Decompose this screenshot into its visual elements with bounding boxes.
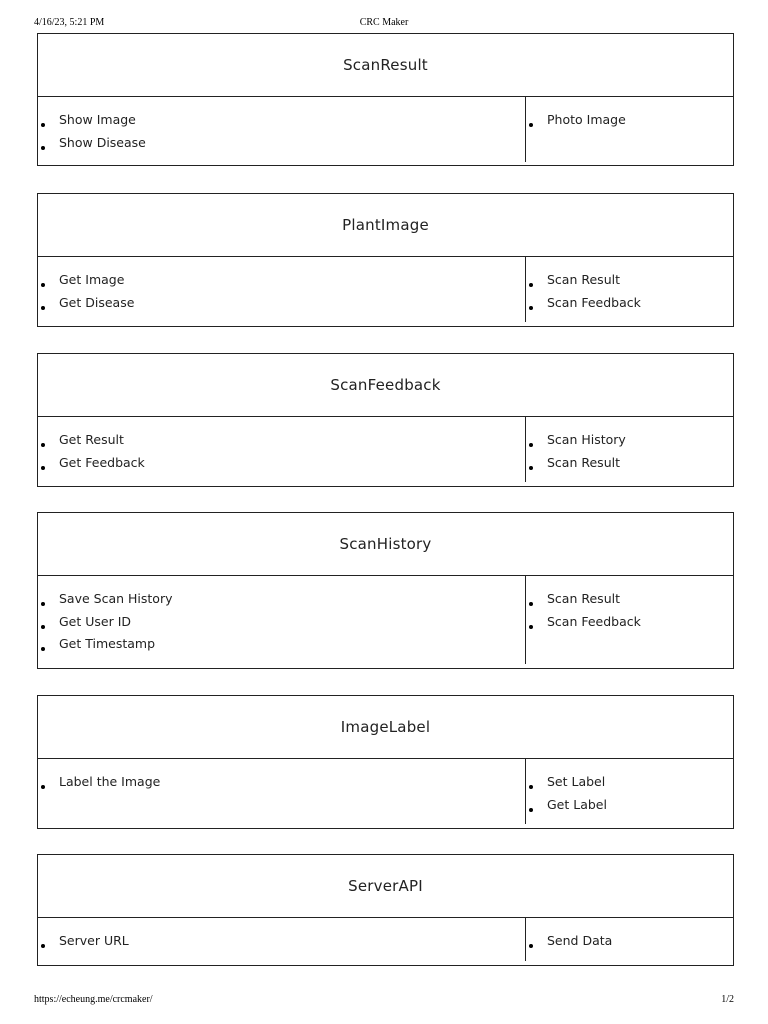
collaborator-item [526, 452, 733, 475]
bullet-icon [529, 808, 533, 812]
bullet-icon [41, 443, 45, 447]
card-title: ServerAPI [38, 855, 733, 918]
responsibility-item [38, 292, 525, 315]
bullet-icon [529, 306, 533, 310]
responsibilities-column [38, 97, 526, 162]
bullet-icon [41, 785, 45, 789]
card-body [38, 417, 733, 482]
bullet-icon [529, 283, 533, 287]
collaborators-column [526, 918, 733, 961]
responsibility-label: Show Disease [59, 134, 146, 150]
responsibility-label: Get Timestamp [59, 636, 156, 651]
crc-card-serverapi [37, 854, 734, 966]
bullet-icon [529, 602, 533, 606]
collaborator-item [526, 794, 733, 817]
collaborator-label: Scan Result [547, 591, 620, 606]
responsibility-label: Show Image [59, 112, 136, 127]
responsibility-item [38, 633, 525, 656]
collaborator-label: Photo Image [547, 112, 626, 127]
bullet-icon [41, 647, 45, 651]
responsibility-item [38, 771, 525, 794]
collaborator-label: Scan History [547, 432, 626, 447]
collaborator-item [526, 292, 733, 315]
responsibilities-column [38, 257, 526, 322]
card-title: PlantImage [38, 194, 733, 257]
card-title: ScanHistory [38, 513, 733, 576]
bullet-icon [41, 625, 45, 629]
collaborator-item [526, 269, 733, 292]
bullet-icon [41, 306, 45, 310]
crc-card-plantimage [37, 193, 734, 327]
collaborators-column [526, 417, 733, 482]
bullet-icon [41, 123, 45, 127]
bullet-icon [529, 123, 533, 127]
responsibility-item [38, 452, 525, 475]
card-body [38, 759, 733, 824]
bullet-icon [41, 146, 45, 150]
collaborator-label: Scan Result [547, 454, 620, 470]
card-title: ScanResult [38, 34, 733, 97]
print-header [34, 17, 734, 31]
responsibility-label: Get Result [59, 432, 124, 447]
responsibilities-column [38, 759, 526, 824]
responsibilities-column [38, 417, 526, 482]
collaborator-item [526, 771, 733, 794]
responsibility-label: Save Scan History [59, 591, 173, 606]
responsibility-item [38, 930, 525, 953]
collaborators-column [526, 257, 733, 322]
card-body [38, 257, 733, 322]
bullet-icon [529, 466, 533, 470]
collaborator-label: Send Data [547, 933, 613, 948]
bullet-icon [41, 283, 45, 287]
responsibilities-column [38, 576, 526, 664]
collaborator-label: Scan Feedback [547, 613, 641, 629]
card-body [38, 97, 733, 162]
collaborators-column [526, 576, 733, 664]
page-number: 1/2 [721, 994, 734, 1005]
collaborator-label: Set Label [547, 774, 606, 789]
bullet-icon [529, 944, 533, 948]
crc-card-imagelabel [37, 695, 734, 829]
print-footer [34, 994, 734, 1008]
collaborator-label: Get Label [547, 796, 607, 812]
crc-card-scanhistory [37, 512, 734, 669]
card-title: ImageLabel [38, 696, 733, 759]
collaborator-item [526, 611, 733, 634]
collaborator-item [526, 109, 733, 132]
print-datetime: 4/16/23, 5:21 PM [34, 17, 105, 28]
crc-card-scanfeedback [37, 353, 734, 487]
collaborators-column [526, 759, 733, 824]
bullet-icon [41, 944, 45, 948]
print-title: CRC Maker [359, 17, 409, 28]
card-body [38, 918, 733, 961]
responsibility-label: Get Disease [59, 294, 135, 310]
card-title: ScanFeedback [38, 354, 733, 417]
collaborator-item [526, 429, 733, 452]
collaborator-label: Scan Feedback [547, 294, 641, 310]
collaborator-item [526, 930, 733, 953]
card-body [38, 576, 733, 664]
responsibility-item [38, 269, 525, 292]
bullet-icon [41, 466, 45, 470]
collaborators-column [526, 97, 733, 162]
responsibility-label: Label the Image [59, 774, 161, 789]
responsibility-label: Get Image [59, 272, 125, 287]
collaborator-item [526, 588, 733, 611]
responsibility-item [38, 109, 525, 132]
collaborator-label: Scan Result [547, 272, 620, 287]
responsibility-label: Get Feedback [59, 454, 145, 470]
responsibility-label: Server URL [59, 933, 129, 948]
print-url: https://echeung.me/crcmaker/ [34, 994, 153, 1005]
bullet-icon [529, 785, 533, 789]
crc-card-scanresult [37, 33, 734, 166]
responsibility-label: Get User ID [59, 613, 132, 629]
responsibility-item [38, 588, 525, 611]
responsibility-item [38, 132, 525, 155]
responsibilities-column [38, 918, 526, 961]
responsibility-item [38, 611, 525, 634]
responsibility-item [38, 429, 525, 452]
bullet-icon [529, 625, 533, 629]
bullet-icon [529, 443, 533, 447]
bullet-icon [41, 602, 45, 606]
